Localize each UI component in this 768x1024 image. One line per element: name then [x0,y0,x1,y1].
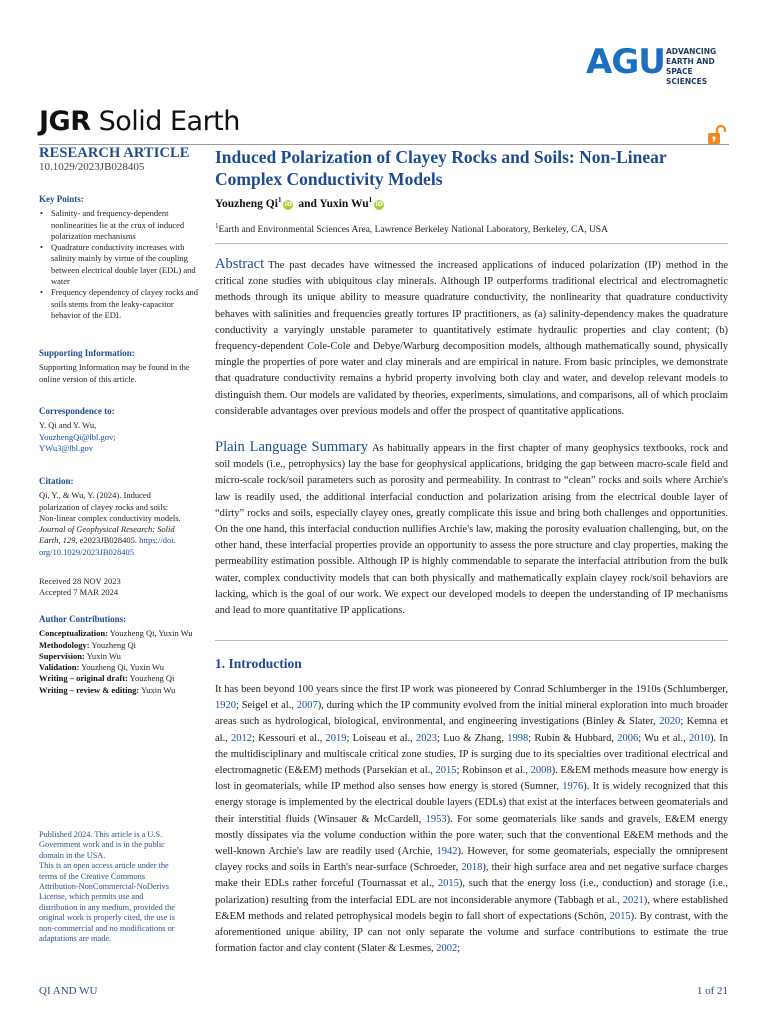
pls-heading: Plain Language Summary [215,439,368,455]
key-points [39,194,199,321]
intro-text-segment: ; Robinson et al., [456,765,531,777]
pub-note-line: distribution in any medium, provided the [39,902,175,912]
contribution-role: Writing – original draft: [39,673,128,684]
intro-text-segment: ). By contrast, with the aforementioned unique ability, IP can not only separate the volume and surface contributions to estimate the true formation factor and clay content (Slater & Lesmes, [215,910,728,955]
received-date: Received 28 NOV 2023 [39,576,121,586]
contribution-item [39,673,199,684]
reference-link[interactable]: 2020 [659,716,681,728]
reference-link[interactable]: 2018 [461,862,483,874]
contrib-heading: Author Contributions: [39,614,127,624]
contribution-role: Methodology: [39,639,90,650]
citation-line: Non-linear complex conductivity models. [39,512,181,523]
footer-page-number: 1 of 21 [696,985,728,997]
accepted-date: Accepted 7 MAR 2024 [39,587,119,598]
key-points-heading: Key Points: [39,194,84,204]
intro-text-segment: ), where established E&EM methods and related petrophysical models begin to fall short of expectations (Schön, [215,894,728,922]
pub-note-line: License, which permits use and [39,892,144,902]
dates [39,576,199,599]
key-point: • Frequency dependency of clayey rocks and soils stems from the leaky-capacitor behavior of the EDL [51,287,199,321]
pub-note-line: adaptations are made. [39,934,112,944]
section-divider [215,640,728,641]
reference-link[interactable]: 2012 [231,732,253,744]
reference-link[interactable]: 2023 [415,732,437,744]
affiliation [215,222,728,235]
contribution-role: Validation: [39,662,80,673]
journal-title [39,106,240,137]
intro-text-segment: ; Rubin & Hubbard, [528,732,618,744]
intro-text-segment: ). For some geomaterials like sands and gravels, E&EM energy mostly dissipates via the volume conduction within the pore water, such that the conventional E&EM methods and the well-known Archie's law are readily used (Archie, [215,813,728,858]
journal-title-rest: Solid Earth [90,106,240,137]
introduction-text [215,682,728,957]
reference-link[interactable]: 2007 [296,700,318,712]
pub-note-line: non-commercial and no modifications or [39,923,175,933]
key-point: • Salinity- and frequency-dependent nonlinearities lie at the crux of induced polarization mechanisms [51,208,199,242]
contribution-names: Youzheng Qi, Yuxin Wu [79,662,164,673]
agu-logo [586,42,736,86]
article-type: RESEARCH ARTICLE [39,145,190,161]
email-link-wu[interactable]: YWu3@lbl.gov [39,442,93,453]
contribution-item [39,640,199,651]
citation [39,476,199,558]
pls-text: As habitually appears in the first chapter of many geophysics textbooks, rock and soil models (i.e., petrophysics) lay the base for geophysical applications, bridging the gap between macro-scale field and micro-scale rock/soil parameters such as porosity and permeability. In contrast to “clean” rocks and soils where Archie's law is readily used, the additional interfacial conduction and polarization arising from the electrical double layer of “dirty” rocks and soils, especially clayey ones, greatly complicate this issue and bring both challenges and opportunities. On the one hand, this interfacial conduction nullifies Archie's law, making the porosity evaluation challenging, but, on the other hand, these interfacial properties provide an opportunity to assess the pore structure and clay properties, making the permeability estimation possible. Although IP is highly commendable to separate the interfacial attribution from the bulk water, complex conductivity models that can both physically and mathematically explain clayey rock/soil behaviors are lacking, which is the goal of our work. We expect our developed models to deepen the understanding of IP mechanisms and lead to more quantitative IP applications. [215,443,728,617]
contribution-names: Youzheng Qi [127,673,175,684]
reference-link[interactable]: 1942 [436,846,458,858]
contribution-item [39,662,199,673]
reference-link[interactable]: 2015 [435,765,457,777]
contribution-names: Youzheng Qi, Yuxin Wu [107,628,193,639]
contribution-names: Yuxin Wu [84,650,121,661]
intro-text-segment: ), such that the energy loss (i.e., conduction) and storage (i.e., polarization) resulting from the interfacial EDL are not inconsiderable anymore (Tabbagh et al., [215,878,728,906]
section-divider [215,243,728,244]
citation-line: polarization of clayey rocks and soils: [39,501,169,512]
intro-text-segment: ; Wu et al., [638,732,689,744]
pub-note-line: Published 2024. This article is a U.S. [39,830,163,839]
reference-link[interactable]: 2010 [688,732,710,744]
footer-authors: QI AND WU [39,985,98,997]
reference-link[interactable]: 1998 [507,732,529,744]
agu-logo-tagline: ADVANCING EARTH AND SPACE SCIENCES [666,47,717,86]
reference-link[interactable]: 2002 [436,943,458,955]
publication-note [39,830,199,944]
citation-journal: Journal of Geophysical Research: Solid [39,524,175,535]
abstract-text: The past decades have witnessed the increased applications of induced polarization (IP) method in the critical zone studies with ubiquitous clay minerals. Although IP outperforms traditional electrical and electromagnetic methods through its unique ability to measure quadrature conductivity, the nonlinearity that quadrature conductivity behaves with salinities and frequencies greatly tortures IP practitioners, as (a) salinity-dependency makes the quadrature conductivity a varyingly unstable parameter to quantitatively estimate hydraulic properties and clay content; (b) frequency-dependent Cole-Cole and Debye/Warburg decomposition models, although mathematically sound, physically mingle the properties of pore water and clay minerals and are empirical in nature. From basic principles, we demonstrate that quadrature conductivity remains a hybrid property involving both clay and water, and develop relevant models to distinguish them. Our models are validated by theories, experiments, simulations, and comparisons, all of which proclaim considerable advantages over previous models and offer the prospect of quantitative applications. [215,260,728,417]
contribution-role: Conceptualization: [39,628,108,639]
journal-title-bold: JGR [39,106,91,137]
contribution-names: Yuxin Wu [139,684,176,695]
reference-link[interactable]: 1920 [215,700,236,712]
intro-text-segment: ). E&EM methods measure how energy is lost in geomaterials, while IP method also senses how energy is stored (Sumner, [215,765,728,793]
abstract [215,256,728,420]
intro-text-segment: ). However, for some geomaterials, especially the omnipresent clayey rocks and soils in Earth's near-surface (Schroeder, [215,846,728,874]
intro-text-segment: ; Luo & Zhang, [436,732,508,744]
citation-doi-link-cont[interactable]: org/10.1029/2023JB028405 [39,546,135,557]
supporting-text: Supporting Information may be found in the online version of this article. [39,362,190,384]
intro-text-segment: ; Kemna et al., [215,716,728,744]
author-name: Youzheng Qi [215,197,278,210]
reference-link[interactable]: 2021 [622,894,644,906]
author-name: Yuxin Wu [319,197,369,210]
intro-text-segment: ; Kessouri et al., [252,732,326,744]
abstract-heading: Abstract [215,256,265,272]
intro-text-segment: ; Loiseau et al., [346,732,416,744]
contribution-role: Writing – review & editing: [39,684,140,695]
correspondence-names: Y. Qi and Y. Wu, [39,420,97,431]
pub-note-line: terms of the Creative Commons [39,871,145,881]
paper-title: Induced Polarization of Clayey Rocks and Soils: Non-Linear Complex Conductivity Models [215,147,667,189]
intro-text-segment: ), during which the IP community evolved from the initial mineral exploration into much broader areas such as hydrological, biological, environmental, and engineering investigations (Binley & Slater, [215,700,728,728]
intro-text-segment: ), their high surface area and net negative surface charges make their EDLs rather forceful (Tournassat et al., [215,862,728,890]
citation-line: Qi, Y., & Wu, Y. (2024). Induced [39,490,151,501]
author-and: and [295,197,320,210]
contribution-role: Supervision: [39,650,85,661]
key-point: • Quadrature conductivity increases with salinity mainly by virtue of the coupling between electrical double layer (EDL) and water [51,242,199,287]
correspondence [39,406,199,454]
contribution-names: Youzheng Qi [89,639,137,650]
intro-text-segment: ). It is widely recognized that this energy storage is implemented by the electrical double layers (EDLs) that exist at the interfaces between geomaterials and their interstitial fluids (Winsauer & McCardell, [215,781,728,825]
orcid-icon[interactable]: iD [284,200,292,208]
author-affil-sup: 1 [368,196,373,204]
intro-text-segment: ). In the multidisciplinary and multiscale critical zone studies, IP is surging due to its specialties over traditional electrical and electromagnetic (E&EM) methods (Parsekian et al., [215,732,729,777]
intro-text-segment: It has been beyond 100 years since the first IP work was pioneered by Conrad Schlumberger in the 1910s (Schlumberger, [215,684,728,695]
author-list [215,196,728,210]
agu-logo-mark: AGU [586,42,665,82]
contribution-item [39,685,199,696]
intro-text-segment: ; [457,943,461,955]
reference-link[interactable]: 2019 [325,732,347,744]
correspondence-heading: Correspondence to: [39,406,115,416]
author-affil-sup: 1 [277,196,282,204]
reference-link[interactable]: 2015 [437,878,459,890]
citation-heading: Citation: [39,476,74,486]
supporting-heading: Supporting Information: [39,348,135,358]
reference-link[interactable]: 2015 [609,910,631,922]
article-doi: 10.1029/2023JB028405 [39,161,145,174]
contribution-item [39,651,199,662]
pub-note-line: Attribution-NonCommercial-NoDerivs [39,882,169,892]
open-lock-icon [706,124,728,146]
affiliation-sup: 1 [215,222,219,230]
supporting-information [39,348,199,385]
contribution-item [39,628,199,639]
citation-journal-volume: Earth, 129 [39,535,76,546]
affiliation-text: Earth and Environmental Sciences Area, Lawrence Berkeley National Laboratory, Berkeley, CA, USA [218,225,608,236]
reference-link[interactable]: 2008 [530,765,552,777]
pub-note-line: Government work and is in the public [39,840,165,850]
orcid-icon[interactable]: iD [375,200,383,208]
reference-link[interactable]: 1976 [562,781,584,793]
author-contributions [39,614,199,696]
citation-doi-link[interactable]: https://doi. [139,535,176,546]
pub-note-line: original work is properly cited, the use is [39,913,175,923]
pub-note-line: domain in the USA. [39,850,106,860]
plain-language-summary [215,439,728,619]
pub-note-line: This is an open access article under the [39,861,169,871]
reference-link[interactable]: 1953 [425,813,447,825]
email-link-qi[interactable]: YouzhengQi@lbl.gov; [39,431,116,442]
citation-tail: , e2023JB028405. [75,535,140,546]
reference-link[interactable]: 2006 [617,732,639,744]
section-heading-introduction: 1. Introduction [215,656,302,671]
intro-text-segment: ; Seigel et al., [236,700,297,712]
